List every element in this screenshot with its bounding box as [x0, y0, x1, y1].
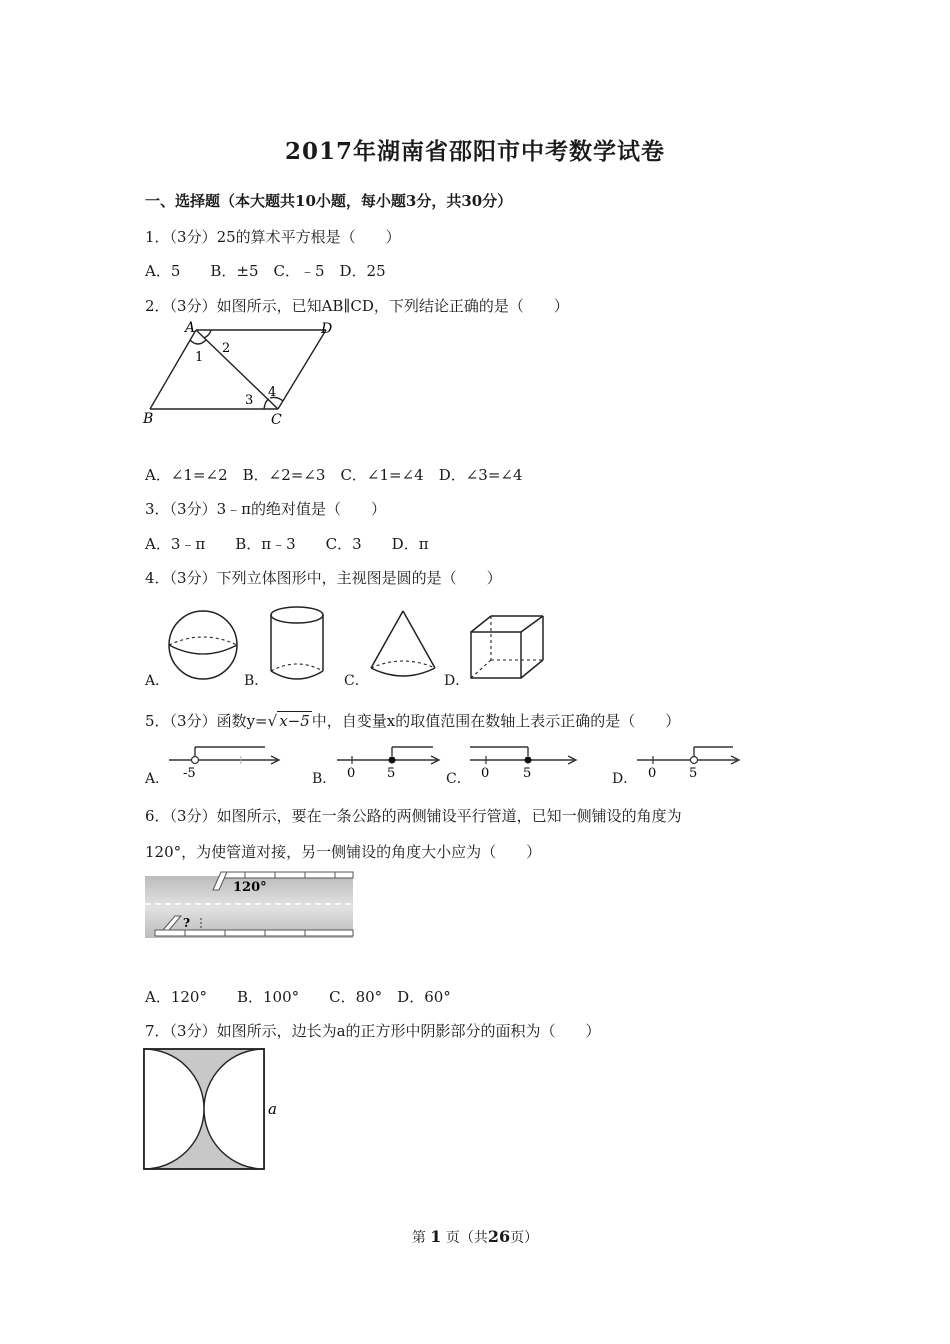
q4-option-c-label: C．	[344, 673, 369, 689]
question-2-options: A．∠1=∠2 B．∠2=∠3 C．∠1=∠4 D．∠3=∠4	[145, 466, 523, 484]
shaded-square-figure	[140, 1045, 290, 1173]
footer-mid: 页（共	[445, 1230, 488, 1246]
vertex-label-d: D	[321, 321, 333, 337]
cylinder-icon	[265, 603, 335, 685]
section-heading: 一、选择题（本大题共10小题，每小题3分，共30分）	[145, 192, 513, 210]
number-line-d-tick-5: 5	[689, 766, 698, 781]
parallelogram-figure	[140, 318, 350, 433]
page-title: 2017年湖南省邵阳市中考数学试卷	[284, 138, 665, 165]
q4-option-a-label: A．	[145, 673, 170, 689]
question-6-stem-line-1: 6．（3分）如图所示，要在一条公路的两侧铺设平行管道，已知一侧铺设的角度为	[145, 807, 682, 825]
question-5-stem-prefix: 5．（3分）函数y=	[145, 712, 268, 730]
sqrt-expression: √ x−5	[267, 712, 310, 730]
question-7-stem: 7．（3分）如图所示，边长为a的正方形中阴影部分的面积为（ ）	[145, 1022, 601, 1040]
cube-icon	[465, 612, 555, 682]
question-5-stem	[145, 710, 680, 731]
vertex-label-b: B	[143, 411, 154, 427]
sphere-icon	[165, 605, 245, 685]
footer-total-pages: 26	[487, 1227, 511, 1246]
angle-label-3: 3	[245, 393, 254, 408]
vertex-label-a: A	[185, 320, 196, 336]
angle-label-2: 2	[222, 341, 231, 356]
vertex-label-c: C	[271, 412, 282, 428]
cone-icon	[365, 606, 445, 682]
question-6-stem-line-2: 120°，为使管道对接，另一侧铺设的角度大小应为（ ）	[145, 843, 542, 861]
number-line-c-tick-0: 0	[481, 766, 490, 781]
q5-option-a-label: A．	[145, 771, 170, 787]
question-2-stem: 2．（3分）如图所示，已知AB∥CD，下列结论正确的是（ ）	[145, 297, 569, 315]
question-3-stem: 3．（3分）3﹣π的绝对值是（ ）	[145, 500, 386, 518]
road-unknown-label: ?	[183, 916, 191, 930]
q5-option-c-label: C．	[446, 771, 471, 787]
angle-label-4: 4	[268, 385, 277, 400]
q5-option-d-label: D．	[612, 771, 638, 787]
side-length-label: a	[268, 1100, 277, 1118]
road-pipe-figure	[145, 868, 357, 944]
page-footer	[0, 1227, 950, 1247]
question-5-stem-suffix: 中，自变量x的取值范围在数轴上表示正确的是（ ）	[311, 712, 681, 730]
question-3-options: A．3﹣π B．π﹣3 C．3 D．π	[145, 535, 429, 553]
number-line-b	[333, 742, 448, 782]
question-1-stem: 1．（3分）25的算术平方根是（ ）	[145, 228, 401, 246]
q4-option-b-label: B．	[244, 673, 269, 689]
question-1-options: A．5 B．±5 C．﹣5 D．25	[145, 262, 386, 280]
radicand: x−5	[279, 712, 310, 730]
q5-option-b-label: B．	[312, 771, 337, 787]
road-angle-label: 120°	[233, 880, 267, 895]
number-line-b-tick-0: 0	[347, 766, 356, 781]
footer-page-number: 1	[430, 1227, 442, 1246]
number-line-b-tick-5: 5	[387, 766, 396, 781]
question-6-options: A．120° B．100° C．80° D．60°	[145, 988, 451, 1006]
footer-suffix: 页）	[510, 1230, 539, 1246]
angle-label-1: 1	[195, 350, 204, 365]
q4-option-d-label: D．	[444, 673, 470, 689]
footer-prefix: 第	[411, 1230, 426, 1246]
number-line-d	[633, 742, 748, 782]
question-4-stem: 4．（3分）下列立体图形中，主视图是圆的是（ ）	[145, 569, 502, 587]
number-line-a	[165, 742, 290, 782]
number-line-d-tick-0: 0	[648, 766, 657, 781]
number-line-a-tick: -5	[183, 766, 196, 781]
number-line-c	[466, 742, 586, 782]
number-line-c-tick-5: 5	[523, 766, 532, 781]
